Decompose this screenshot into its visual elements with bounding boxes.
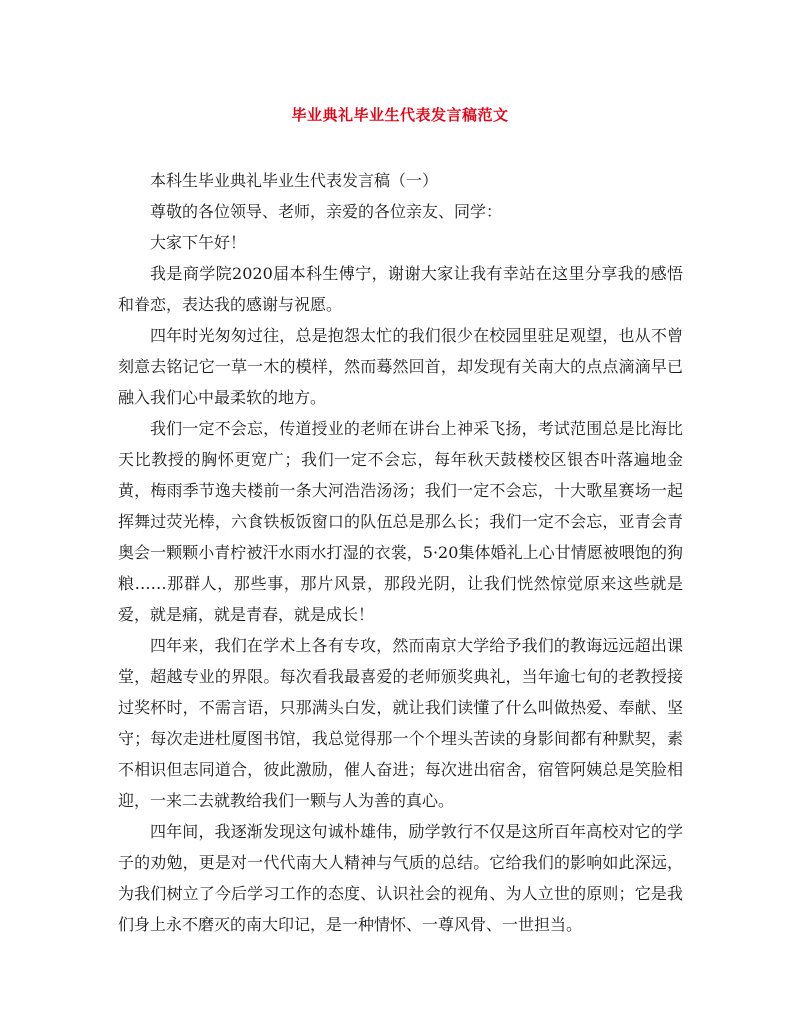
paragraph: 四年间，我逐渐发现这句诚朴雄伟，励学敦行不仅是这所百年高校对它的学子的劝勉，更是对一代代南大人精神与气质的总结。它给我们的影响如此深远，为我们树立了今后学习工作的态度、认识社会的视角、为人立世的原则；它是我们身上永不磨灭的南大印记，是一种情怀、一尊风骨、一世担当。	[118, 822, 683, 934]
document-body	[118, 165, 683, 940]
paragraph: 四年时光匆匆过往，总是抱怨太忙的我们很少在校园里驻足观望，也从不曾刻意去铭记它一草一木的模样，然而蓦然回首，却发现有关南大的点点滴滴早已融入我们心中最柔软的地方。	[118, 326, 683, 407]
paragraph-heading: 本科生毕业典礼毕业生代表发言稿（一）	[150, 171, 439, 190]
document-title: 毕业典礼毕业生代表发言稿范文	[291, 106, 509, 124]
paragraph-salutation: 尊敬的各位领导、老师，亲爱的各位亲友、同学：	[150, 202, 503, 221]
paragraph: 四年来，我们在学术上各有专攻，然而南京大学给予我们的教诲远远超出课堂，超越专业的界限。每次看我最喜爱的老师颁奖典礼，当年逾七旬的老教授接过奖杯时，不需言语，只那满头白发，就让我们读懂了什么叫做热爱、奉献、坚守；每次走进杜厦图书馆，我总觉得那一个个埋头苦读的身影间都有种默契，素不相识但志同道合，彼此激励，催人奋进；每次进出宿舍，宿管阿姨总是笑脸相迎，一来二去就教给我们一颗与人为善的真心。	[118, 636, 683, 810]
paragraph: 我们一定不会忘，传道授业的老师在讲台上神采飞扬，考试范围总是比海比天比教授的胸怀更宽广；我们一定不会忘，每年秋天鼓楼校区银杏叶落遍地金黄，梅雨季节逸夫楼前一条大河浩浩汤汤；我们一定不会忘，十大歌星赛场一起挥舞过荧光棒，六食铁板饭窗口的队伍总是那么长；我们一定不会忘，亚青会青奥会一颗颗小青柠被汗水雨水打湿的衣裳，5·20集体婚礼上心甘情愿被喂饱的狗粮……那群人，那些事，那片风景，那段光阴，让我们恍然惊觉原来这些就是爱，就是痛，就是青春，就是成长！	[118, 419, 683, 624]
paragraph: 我是商学院2020届本科生傅宁，谢谢大家让我有幸站在这里分享我的感悟和眷恋，表达我的感谢与祝愿。	[118, 264, 683, 314]
paragraph-greeting: 大家下午好！	[150, 233, 247, 252]
